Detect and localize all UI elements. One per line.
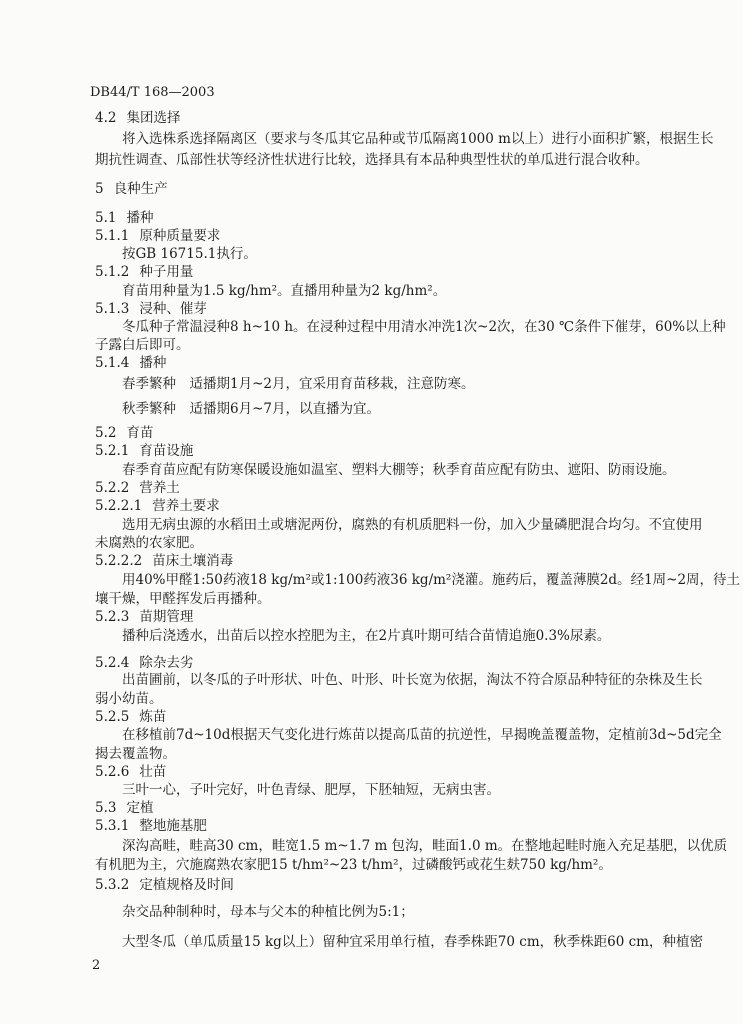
- section-heading: [95, 228, 665, 245]
- line-text: 深沟高畦，畦高30 cm，畦宽1.5 m~1.7 m 包沟，畦面1.0 m。在整地起畦时施入充足基肥，以优质: [122, 838, 728, 854]
- section-heading: [95, 764, 665, 781]
- paragraph-line: [122, 246, 665, 263]
- section-heading: [95, 301, 665, 318]
- line-text: 大型冬瓜（单瓜质量15 kg以上）留种宜采用单行植，春季株距70 cm，秋季株距60 cm，种植密: [122, 934, 703, 950]
- page-number: 2: [92, 958, 101, 973]
- section-heading: [95, 609, 665, 626]
- section-number: 5.3.1: [95, 818, 130, 834]
- section-title: 除杂去劣: [139, 655, 194, 671]
- section-heading: [95, 709, 665, 726]
- section-heading: [95, 443, 665, 460]
- line-text: 弱小幼苗。: [95, 691, 163, 707]
- section-title: 营养土要求: [152, 498, 220, 514]
- paragraph-line: [122, 628, 665, 645]
- section-number: 4.2: [95, 110, 117, 126]
- paragraph-line: [122, 727, 722, 744]
- paragraph-line: [122, 401, 665, 418]
- line-text: 壤干燥，甲醛挥发后再播种。: [95, 591, 271, 607]
- line-text: 将入选株系选择隔离区（要求与冬瓜其它品种或节瓜隔离1000 m以上）进行小面积扩繁，根据生长: [122, 131, 714, 147]
- section-heading: [95, 425, 665, 442]
- section-number: 5.2: [95, 425, 117, 441]
- section-heading: [95, 210, 665, 227]
- section-number: 5.2.3: [95, 609, 130, 625]
- section-heading: [95, 553, 665, 570]
- section-title: 浸种、催芽: [139, 301, 207, 317]
- section-title: 种子用量: [139, 264, 194, 280]
- paragraph-line: [122, 131, 714, 148]
- line-text: 有机肥为主，穴施腐熟农家肥15 t/hm²~23 t/hm²，过磷酸钙或花生麸750 kg/hm²。: [95, 857, 612, 873]
- section-title: 定植: [126, 800, 154, 816]
- section-number: 5.1.2: [95, 264, 130, 280]
- section-number: 5.2.4: [95, 655, 130, 671]
- section-number: 5.2.6: [95, 764, 130, 780]
- paragraph-line: [122, 319, 726, 336]
- line-text: 春季繁种 适播期1月~2月，宜采用育苗移栽，注意防寒。: [122, 376, 475, 392]
- paragraph-line: [122, 572, 741, 589]
- section-title: 苗期管理: [139, 609, 194, 625]
- section-title: 播种: [139, 355, 167, 371]
- paragraph-line: [95, 691, 665, 708]
- paragraph-line: [95, 337, 665, 354]
- line-text: 未腐熟的农家肥。: [95, 535, 203, 551]
- section-title: 定植规格及时间: [139, 877, 234, 893]
- section-heading: [95, 110, 665, 127]
- line-text: 播种后浇透水，出苗后以控水控肥为主，在2片真叶期可结合苗情追施0.3%尿素。: [122, 628, 611, 644]
- line-text: 用40%甲醛1:50药液18 kg/m²或1:100药液36 kg/m²浇灌。施药后，覆盖薄膜2d。经1周~2周，待土: [122, 572, 741, 588]
- section-heading: [95, 877, 665, 894]
- section-number: 5.2.2: [95, 480, 130, 496]
- paragraph-line: [122, 934, 703, 951]
- paragraph-line: [122, 904, 665, 921]
- section-number: 5.1.4: [95, 355, 130, 371]
- section-number: 5.2.2.1: [95, 498, 143, 514]
- section-title: 炼苗: [139, 709, 167, 725]
- section-heading: [95, 818, 665, 835]
- paragraph-line: [122, 517, 703, 534]
- line-text: 揭去覆盖物。: [95, 746, 176, 762]
- line-text: 秋季繁种 适播期6月~7月，以直播为宜。: [122, 401, 380, 417]
- paragraph-line: [122, 283, 665, 300]
- paragraph-line: [122, 838, 728, 855]
- paragraph-line: [122, 462, 676, 479]
- section-heading: [95, 264, 665, 281]
- section-number: 5.1.1: [95, 228, 130, 244]
- section-number: 5.1: [95, 210, 117, 226]
- section-heading: [95, 355, 665, 372]
- section-title: 播种: [126, 210, 154, 226]
- section-title: 集团选择: [126, 110, 181, 126]
- line-text: 春季育苗应配有防寒保暖设施如温室、塑料大棚等；秋季育苗应配有防虫、遮阳、防雨设施。: [122, 462, 676, 478]
- section-number: 5.2.1: [95, 443, 130, 459]
- section-heading: [95, 480, 665, 497]
- line-text: 冬瓜种子常温浸种8 h~10 h。在浸种过程中用清水冲洗1次~2次，在30 ℃条件下催芽，60%以上种: [122, 319, 726, 335]
- line-text: 子露白后即可。: [95, 337, 190, 353]
- section-title: 整地施基肥: [139, 818, 207, 834]
- section-title: 育苗设施: [139, 443, 194, 459]
- section-title: 苗床土壤消毒: [152, 553, 234, 569]
- paragraph-line: [122, 376, 665, 393]
- section-number: 5.2.2.2: [95, 553, 143, 569]
- paragraph-line: [122, 782, 665, 799]
- paragraph-line: [95, 535, 665, 552]
- section-title: 育苗: [126, 425, 154, 441]
- section-number: 5.1.3: [95, 301, 130, 317]
- section-heading: [95, 800, 665, 817]
- section-heading: [95, 498, 665, 515]
- paragraph-line: [95, 857, 665, 874]
- section-number: 5.2.5: [95, 709, 130, 725]
- section-number: 5.3: [95, 800, 117, 816]
- section-title: 壮苗: [139, 764, 167, 780]
- line-text: 育苗用种量为1.5 kg/hm²。直播用种量为2 kg/hm²。: [122, 283, 447, 299]
- line-text: 三叶一心，子叶完好，叶色青绿、肥厚，下胚轴短，无病虫害。: [122, 782, 500, 798]
- section-number: 5: [95, 181, 104, 197]
- line-text: 在移植前7d~10d根据天气变化进行炼苗以提高瓜苗的抗逆性，早揭晚盖覆盖物，定植前3d~5d完全: [122, 727, 722, 743]
- line-text: 出苗圃前，以冬瓜的子叶形状、叶色、叶形、叶长宽为依据，淘汰不符合原品种特征的杂株及生长: [122, 672, 703, 688]
- paragraph-line: [95, 591, 665, 608]
- line-text: 期抗性调查、瓜部性状等经济性状进行比较，选择具有本品种典型性状的单瓜进行混合收种。: [95, 152, 649, 168]
- line-text: 选用无病虫源的水稻田土或塘泥两份，腐熟的有机质肥料一份，加入少量磷肥混合均匀。不宜使用: [122, 517, 703, 533]
- line-text: 按GB 16715.1执行。: [122, 246, 257, 262]
- section-title: 良种生产: [113, 181, 168, 197]
- section-title: 营养土: [139, 480, 180, 496]
- section-title: 原种质量要求: [139, 228, 221, 244]
- standard-code: DB44/T 168—2003: [90, 85, 215, 100]
- line-text: 杂交品种制种时，母本与父本的种植比例为5:1；: [122, 904, 414, 920]
- paragraph-line: [95, 746, 665, 763]
- section-heading: [95, 181, 665, 198]
- section-number: 5.3.2: [95, 877, 130, 893]
- paragraph-line: [122, 672, 703, 689]
- paragraph-line: [95, 152, 665, 169]
- section-heading: [95, 655, 665, 672]
